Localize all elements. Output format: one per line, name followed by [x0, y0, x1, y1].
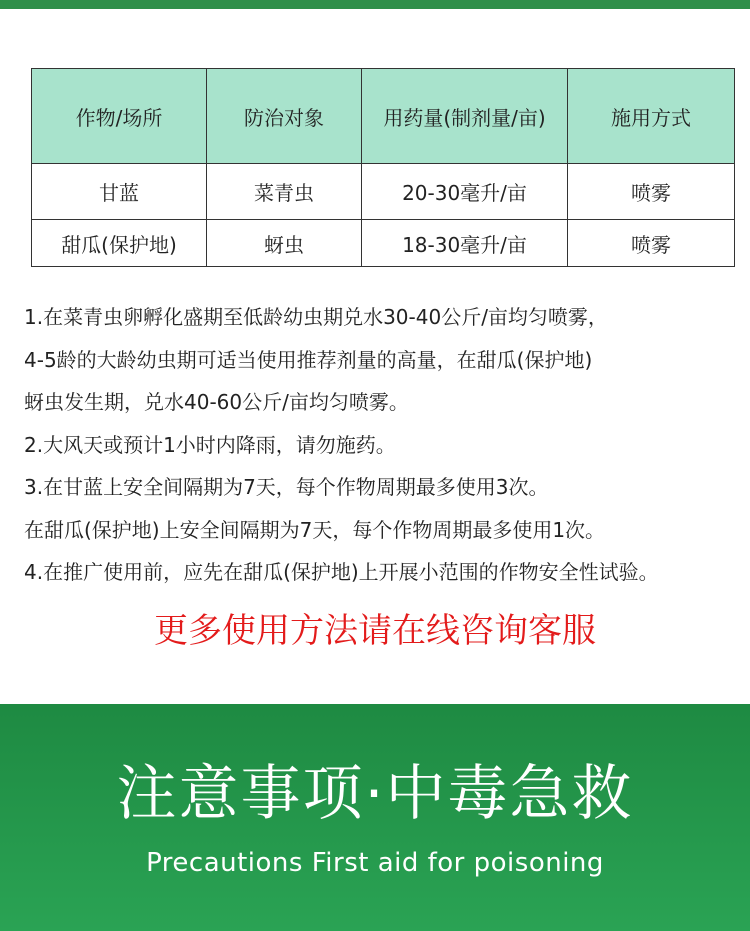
note-line: 4-5龄的大龄幼虫期可适当使用推荐剂量的高量，在甜瓜(保护地)	[24, 347, 593, 372]
cell-method: 喷雾	[568, 220, 735, 267]
cell-target: 蚜虫	[207, 220, 362, 267]
note-line: 2.大风天或预计1小时内降雨，请勿施药。	[24, 432, 396, 457]
table-header-row	[32, 69, 735, 164]
banner-subtitle: Precautions First aid for poisoning	[146, 848, 604, 878]
note-line: 蚜虫发生期，兑水40-60公斤/亩均匀喷雾。	[24, 390, 409, 414]
cell-dosage: 20-30毫升/亩	[362, 164, 568, 220]
table-row	[32, 164, 735, 220]
consult-service-text: 更多使用方法请在线咨询客服	[154, 611, 596, 651]
cell-target: 菜青虫	[207, 164, 362, 220]
header-target: 防治对象	[207, 69, 362, 164]
header-dosage: 用药量(制剂量/亩)	[362, 69, 568, 164]
note-line: 3.在甘蓝上安全间隔期为7天，每个作物周期最多使用3次。	[24, 475, 549, 499]
note-line: 4.在推广使用前，应先在甜瓜(保护地)上开展小范围的作物安全性试验。	[24, 560, 659, 584]
cell-dosage: 18-30毫升/亩	[362, 220, 568, 267]
note-line: 在甜瓜(保护地)上安全间隔期为7天，每个作物周期最多使用1次。	[24, 517, 606, 542]
top-green-bar	[0, 0, 750, 9]
table-row	[32, 220, 735, 267]
header-method: 施用方式	[568, 69, 735, 164]
precautions-banner	[0, 704, 750, 931]
usage-notes	[24, 296, 739, 594]
note-line: 1.在菜青虫卵孵化盛期至低龄幼虫期兑水30-40公斤/亩均匀喷雾，	[24, 305, 608, 329]
cell-crop: 甜瓜(保护地)	[32, 220, 207, 267]
cell-method: 喷雾	[568, 164, 735, 220]
banner-title: 注意事项·中毒急救	[116, 759, 634, 829]
header-crop: 作物/场所	[32, 69, 207, 164]
usage-table	[31, 68, 735, 267]
cell-crop: 甘蓝	[32, 164, 207, 220]
